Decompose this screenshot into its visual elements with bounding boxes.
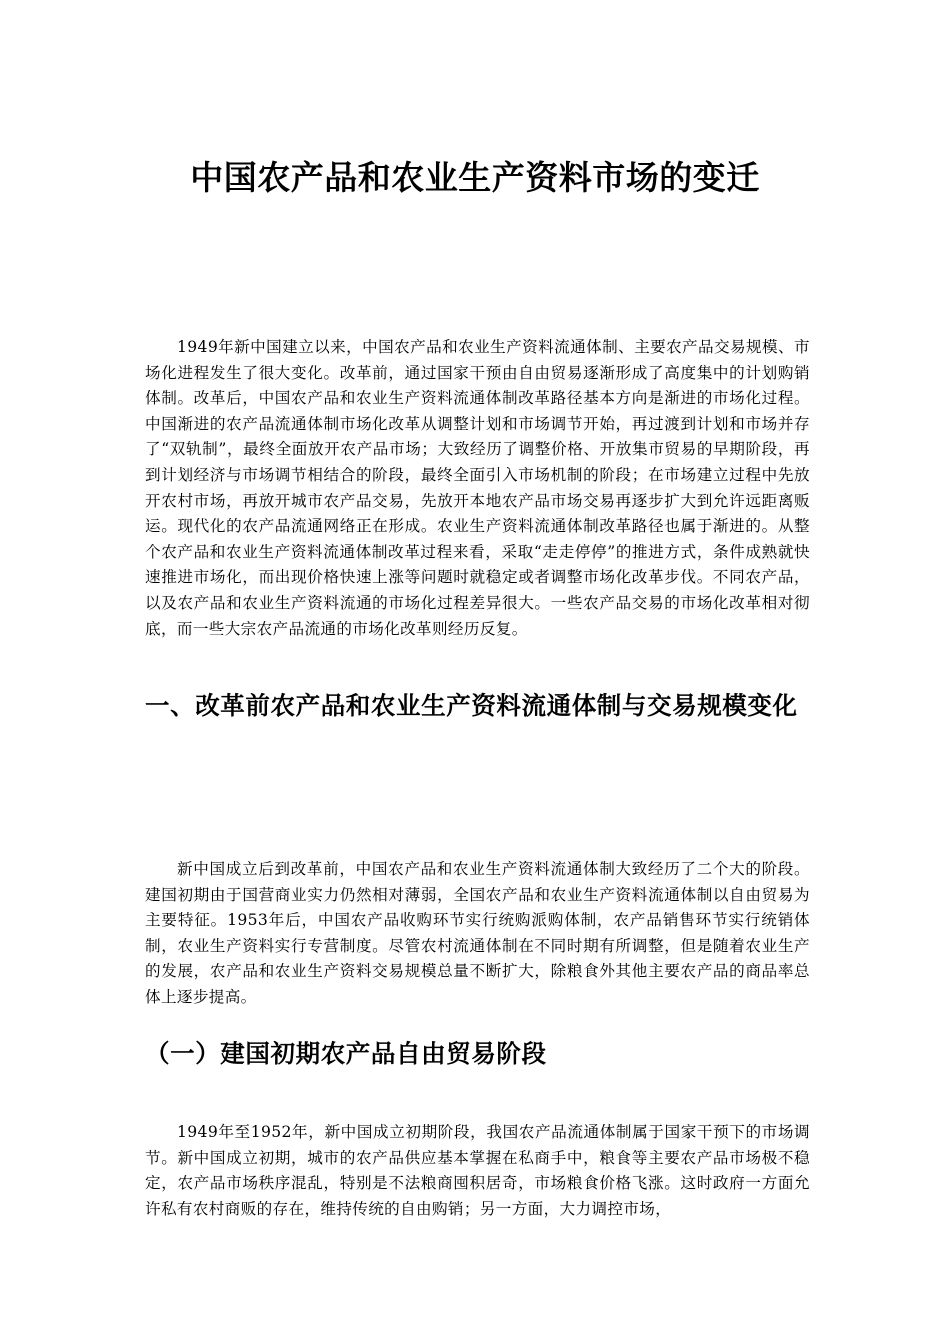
section-heading: 一、改革前农产品和农业生产资料流通体制与交易规模变化 xyxy=(145,691,798,720)
document-title: 中国农产品和农业生产资料市场的变迁 xyxy=(190,158,760,197)
section-paragraph: 新中国成立后到改革前，中国农产品和农业生产资料流通体制大致经历了二个大的阶段。建国初期由于国营商业实力仍然相对薄弱，全国农产品和农业生产资料流通体制以自由贸易为主要特征。1953年后，中国农产品收购环节实行统购派购体制，农产品销售环节实行统销体制，农业生产资料实行专营制度。尽管农村流通体制在不同时期有所调整，但是随着农业生产的发展，农产品和农业生产资料交易规模总量不断扩大，除粮食外其他主要农产品的商品率总体上逐步提高。 xyxy=(145,860,810,1006)
intro-paragraph: 1949年新中国建立以来，中国农产品和农业生产资料流通体制、主要农产品交易规模、市场化进程发生了很大变化。改革前，通过国家干预由自由贸易逐渐形成了高度集中的计划购销体制。改革后，中国农产品和农业生产资料流通体制改革路径基本方向是渐进的市场化过程。中国渐进的农产品流通体制市场化改革从调整计划和市场调节开始，再过渡到计划和市场并存了“双轨制”，最终全面放开农产品市场；大致经历了调整价格、开放集市贸易的早期阶段，再到计划经济与市场调节相结合的阶段，最终全面引入市场机制的阶段；在市场建立过程中先放开农村市场，再放开城市农产品交易，先放开本地农产品市场交易再逐步扩大到允许远距离贩运。现代化的农产品流通网络正在形成。农业生产资料流通体制改革路径也属于渐进的。从整个农产品和农业生产资料流通体制改革过程来看，采取“走走停停”的推进方式，条件成熟就快速推进市场化，而出现价格快速上涨等问题时就稳定或者调整市场化改革步伐。不同农产品，以及农产品和农业生产资料流通的市场化过程差异很大。一些农产品交易的市场化改革相对彻底，而一些大宗农产品流通的市场化改革则经历反复。 xyxy=(145,338,810,638)
subsection-paragraph: 1949年至1952年，新中国成立初期阶段，我国农产品流通体制属于国家干预下的市场调节。新中国成立初期，城市的农产品供应基本掌握在私商手中，粮食等主要农产品市场极不稳定，农产品市场秩序混乱，特别是不法粮商囤积居奇，市场粮食价格飞涨。这时政府一方面允许私有农村商贩的存在，维持传统的自由购销；另一方面，大力调控市场， xyxy=(145,1123,810,1218)
subsection-heading: （一）建国初期农产品自由贸易阶段 xyxy=(145,1039,547,1068)
